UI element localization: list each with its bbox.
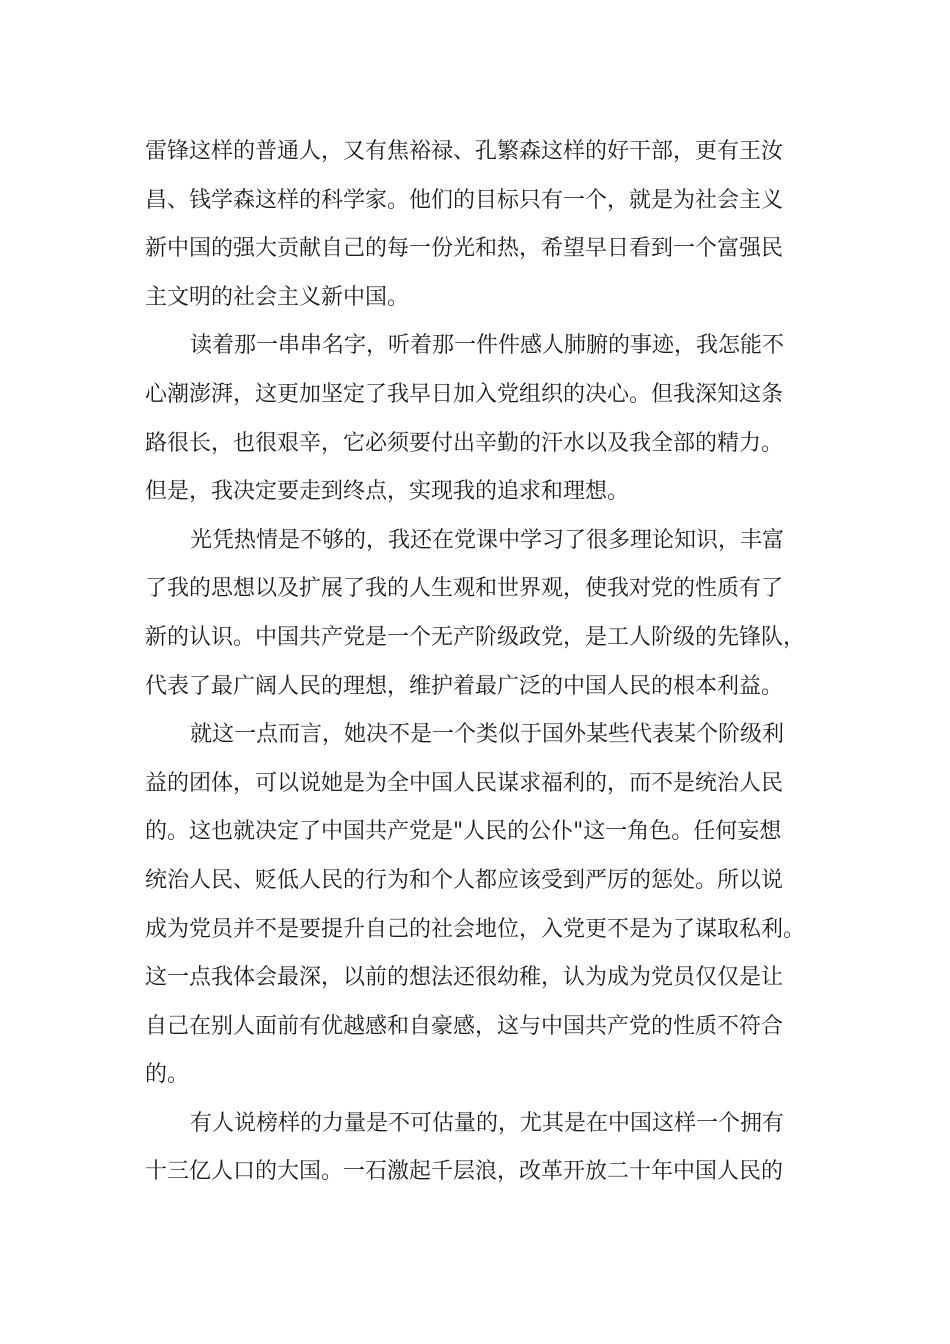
text-line: 十三亿人口的大国。一石激起千层浪，改革开放二十年中国人民的 [145, 1159, 784, 1185]
paragraph-first-line: 读着那一串串名字，听着那一件件感人肺腑的事迹，我怎能不 [190, 333, 785, 359]
paragraph-first-line: 有人说榜样的力量是不可估量的，尤其是在中国这样一个拥有 [190, 1110, 785, 1136]
document-body [145, 128, 825, 1197]
text-line: 了我的思想以及扩展了我的人生观和世界观，使我对党的性质有了 [145, 576, 784, 602]
text-line: 昌、钱学森这样的科学家。他们的目标只有一个，就是为社会主义 [145, 187, 784, 213]
text-line: 新的认识。中国共产党是一个无产阶级政党，是工人阶级的先锋队， [145, 624, 806, 650]
text-line: 益的团体，可以说她是为全中国人民谋求福利的，而不是统治人民 [145, 770, 784, 796]
text-line: 主文明的社会主义新中国。 [145, 284, 410, 310]
text-line: 的。这也就决定了中国共产党是"人民的公仆"这一角色。任何妄想 [145, 819, 782, 845]
text-line: 的。 [145, 1062, 190, 1088]
text-line: 自己在别人面前有优越感和自豪感，这与中国共产党的性质不符合 [145, 1013, 784, 1039]
text-line: 雷锋这样的普通人，又有焦裕禄、孔繁森这样的好干部，更有王汝 [145, 139, 784, 164]
text-line: 代表了最广阔人民的理想，维护着最广泛的中国人民的根本利益。 [145, 673, 784, 699]
text-line: 这一点我体会最深，以前的想法还很幼稚，认为成为党员仅仅是让 [145, 965, 784, 991]
text-line: 但是，我决定要走到终点，实现我的追求和理想。 [145, 479, 630, 505]
text-line: 路很长，也很艰辛，它必须要付出辛勤的汗水以及我全部的精力。 [145, 430, 784, 456]
paragraph-first-line: 光凭热情是不够的，我还在党课中学习了很多理论知识，丰富 [190, 527, 785, 553]
paragraph-first-line: 就这一点而言，她决不是一个类似于国外某些代表某个阶级利 [190, 722, 785, 748]
text-line: 成为党员并不是要提升自己的社会地位，入党更不是为了谋取私利。 [145, 916, 806, 942]
text-line: 统治人民、贬低人民的行为和个人都应该受到严厉的惩处。所以说 [145, 867, 784, 893]
text-line: 新中国的强大贡献自己的每一份光和热，希望早日看到一个富强民 [145, 236, 784, 262]
text-line: 心潮澎湃，这更加坚定了我早日加入党组织的决心。但我深知这条 [145, 381, 784, 407]
